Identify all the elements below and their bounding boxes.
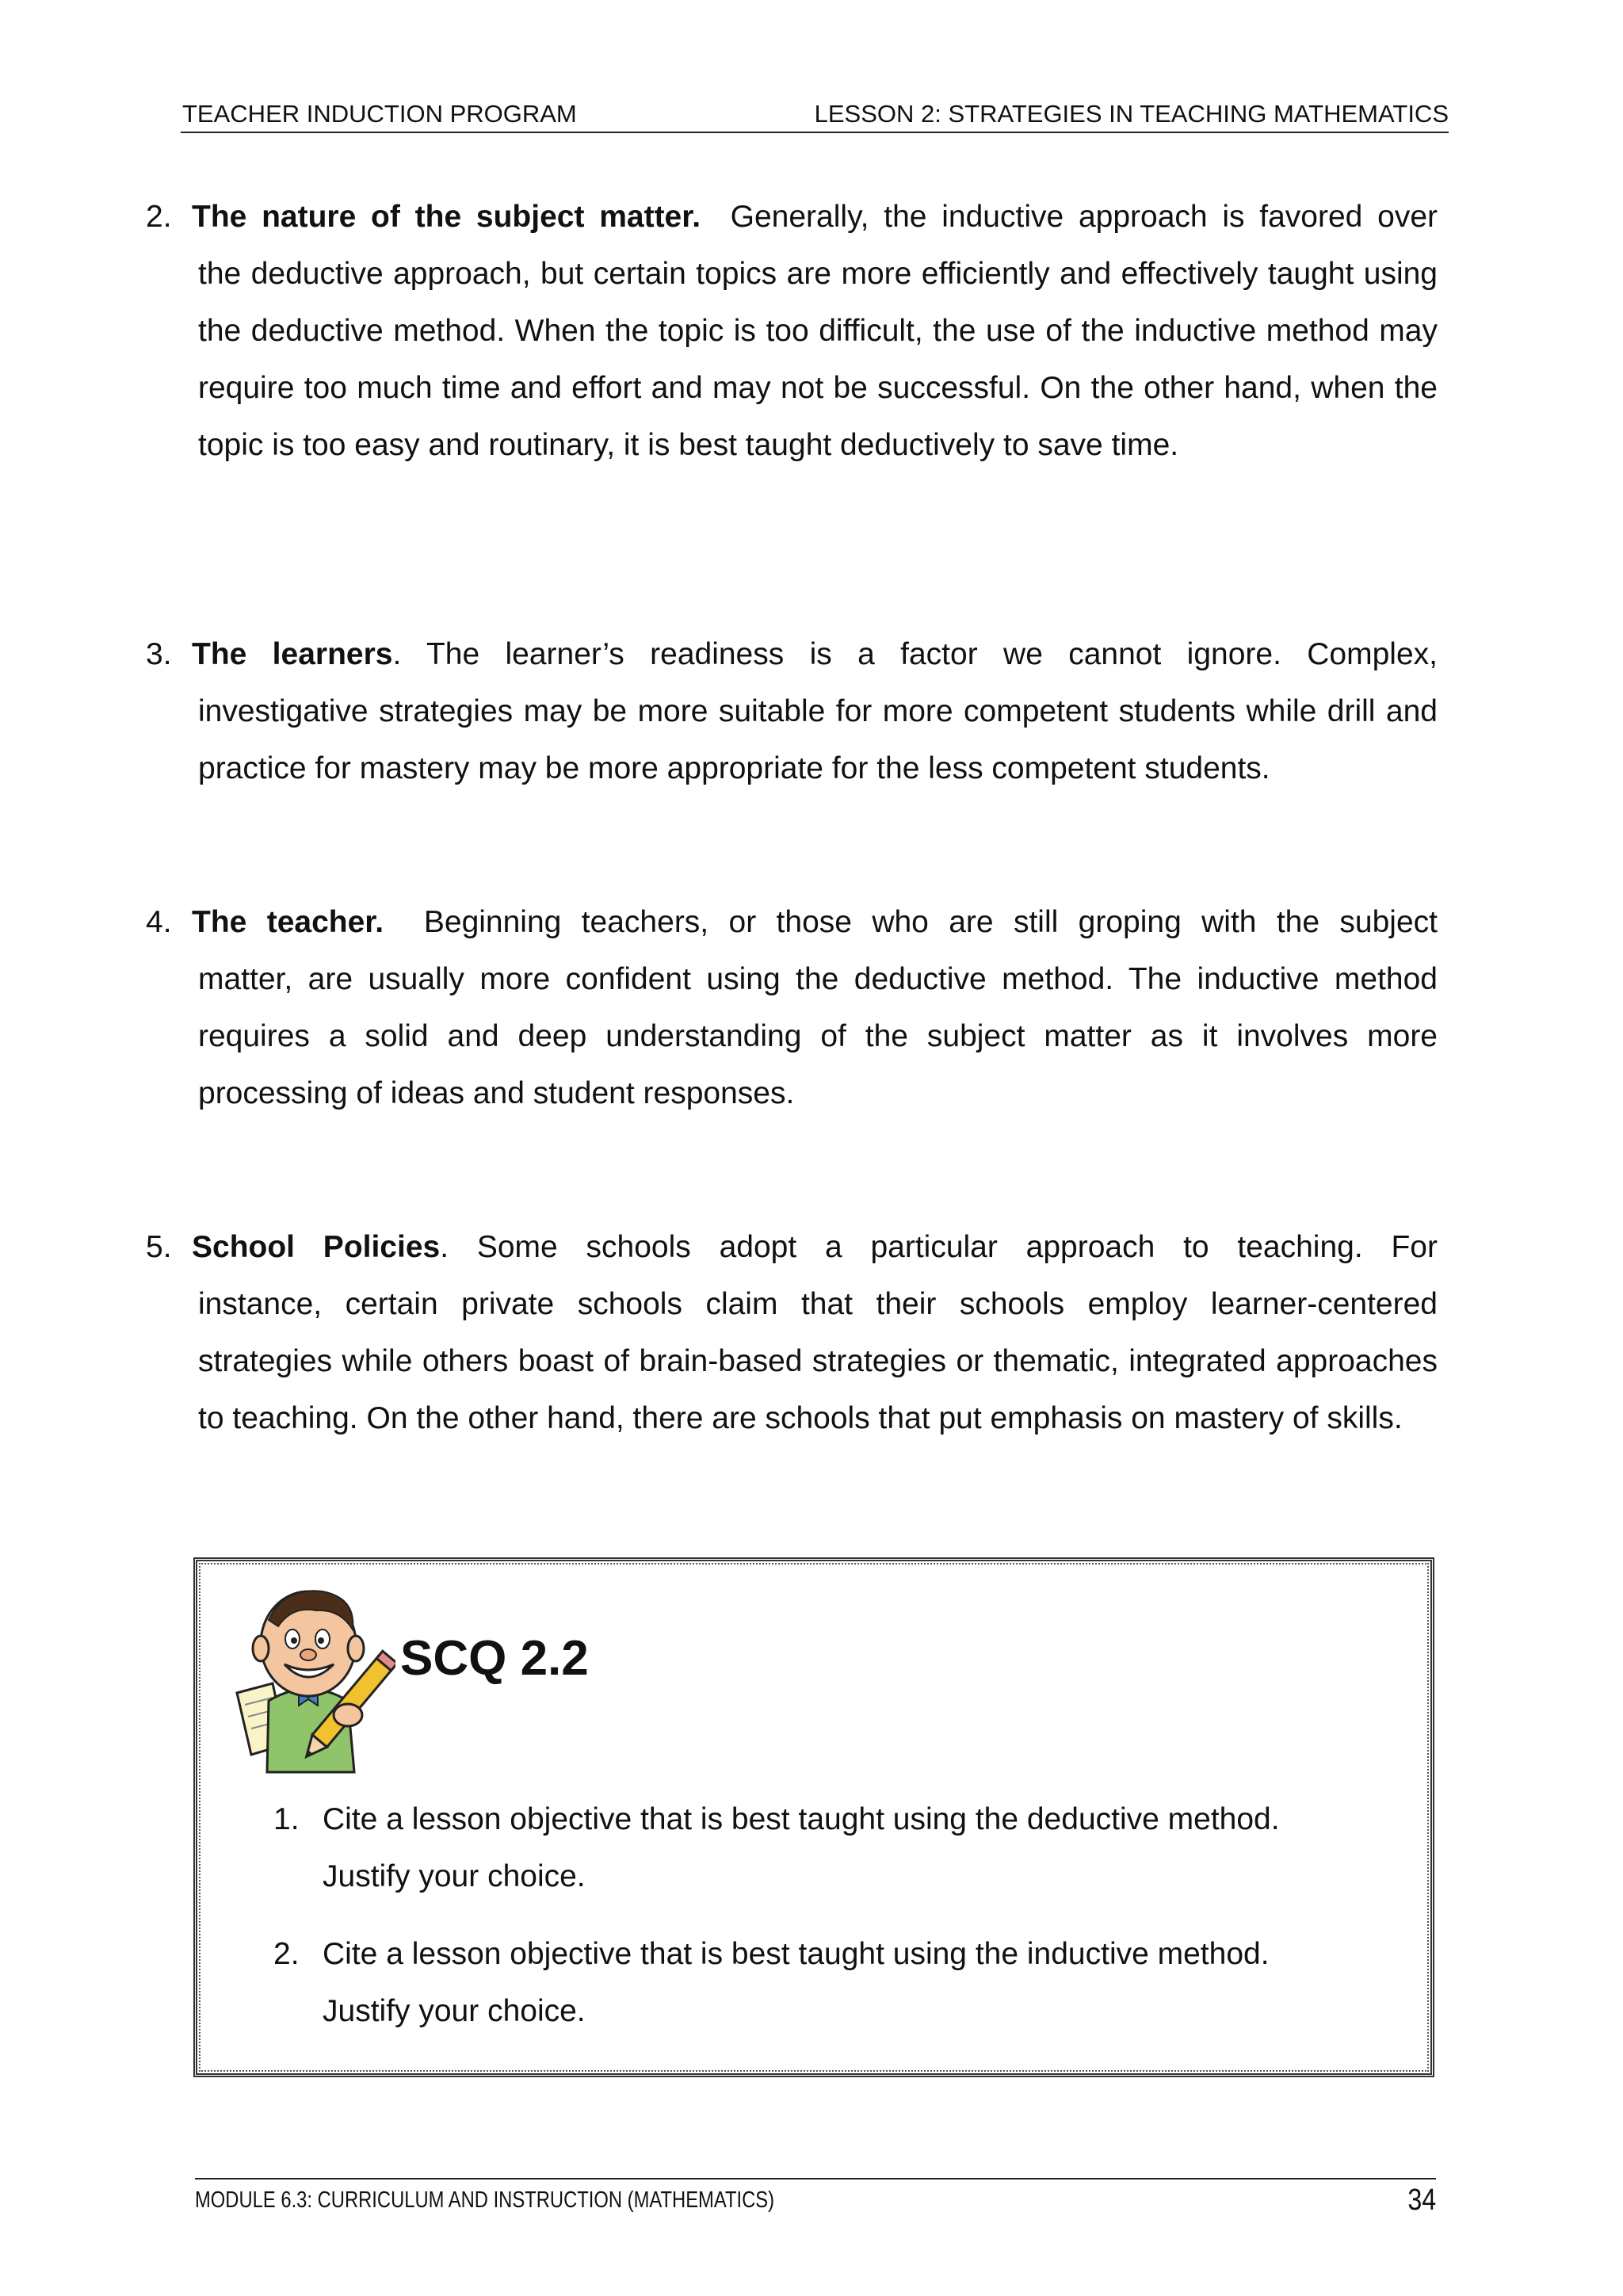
question-justify: Justify your choice. [323, 1859, 586, 1893]
page-header [181, 98, 1449, 133]
item-text-start: . Some schools adopt a particular approach to teaching. For [440, 1230, 1438, 1264]
scq-question [273, 1926, 1383, 2040]
item-text-start: Beginning teachers, or those who are still groping with the subject [423, 905, 1438, 939]
item-number: 2. [146, 200, 172, 234]
teacher-with-pencil-icon [229, 1582, 395, 1780]
item-number: 4. [146, 905, 172, 939]
lesson-title: LESSON 2: STRATEGIES IN TEACHING MATHEMATICS [814, 100, 1449, 128]
item-text: the deductive approach, but certain topics are more efficiently and effectively taught using the deductive method. When the topic is too difficult, the use of the inductive method may require too much time and effort and may not be successful. On the other hand, when the topic is too easy and routinary, it is best taught deductively to save time. [198, 257, 1438, 462]
item-first-line [192, 626, 1438, 683]
item-first-line [192, 1219, 1438, 1276]
item-text: instance, certain private schools claim that their schools employ learner-centered strategies while others boast of brain-based strategies or thematic, integrated approaches to teaching. On the other hand, there are schools that put emphasis on mastery of skills. [198, 1287, 1438, 1435]
item-number: 5. [146, 1230, 172, 1264]
scq-question-list [273, 1791, 1383, 2061]
question-text: Cite a lesson objective that is best taught using the inductive method. [323, 1937, 1270, 1971]
item-title: School Policies [192, 1230, 441, 1264]
item-title: The learners [192, 637, 393, 671]
item-title: The nature of the subject matter. [192, 200, 701, 234]
page-footer [195, 2178, 1436, 2219]
scq-box [193, 1557, 1434, 2077]
question-justify: Justify your choice. [323, 1994, 586, 2028]
list-item [146, 1219, 1438, 1447]
program-title: TEACHER INDUCTION PROGRAM [182, 100, 577, 128]
item-first-line [192, 189, 1438, 246]
item-title: The teacher. [192, 905, 384, 939]
item-text-start: Generally, the inductive approach is favored over [730, 200, 1438, 234]
list-item [146, 626, 1438, 797]
item-text: investigative strategies may be more suitable for more competent students while drill and practice for mastery may be more appropriate for the less competent students. [198, 694, 1438, 785]
module-title: MODULE 6.3: CURRICULUM AND INSTRUCTION (MATHEMATICS) [195, 2187, 775, 2213]
question-number: 2. [273, 1937, 300, 1971]
item-first-line [192, 894, 1438, 951]
scq-question [273, 1791, 1383, 1905]
scq-title: SCQ 2.2 [400, 1631, 589, 1686]
item-text: matter, are usually more confident using the deductive method. The inductive method requires a solid and deep understanding of the subject matter as it involves more processing of ideas and student responses. [198, 962, 1438, 1110]
list-item [146, 189, 1438, 474]
item-number: 3. [146, 637, 172, 671]
item-text-start: . The learner’s readiness is a factor we cannot ignore. Complex, [392, 637, 1438, 671]
question-number: 1. [273, 1802, 300, 1836]
question-text: Cite a lesson objective that is best taught using the deductive method. [323, 1802, 1280, 1836]
page-number: 34 [1407, 2183, 1436, 2217]
list-item [146, 894, 1438, 1122]
